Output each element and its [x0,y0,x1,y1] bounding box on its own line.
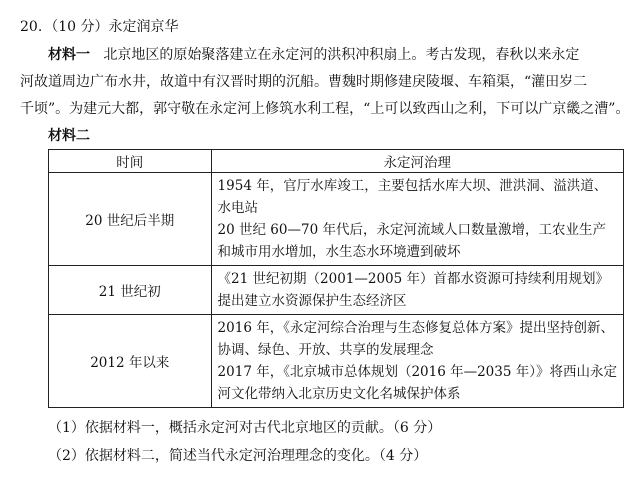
description-line: 河文化带纳入北京历史文化名城保护体系 [217,386,461,402]
material-1-block [20,42,630,123]
table-row [49,266,624,315]
material-2-label: 材料二 [48,128,90,144]
question-title [20,16,622,38]
table-header-row [49,150,624,173]
table-cell-description [211,315,623,408]
sub-question-2: （2）依据材料二，简述当代永定河治理理念的变化。（4 分） [48,448,428,464]
table-cell-era: 20 世纪后半期 [49,173,212,266]
description-line: 提出建立水资源保护生态经济区 [217,293,407,309]
material-2-table [48,149,624,408]
table-row [49,173,624,266]
table-header-time: 时间 [49,150,212,173]
description-line: 《21 世纪初期（2001—2005 年）首都水资源可持续利用规划》 [217,271,610,287]
table-header-governance: 永定河治理 [211,150,623,173]
table-cell-era: 2012 年以来 [49,315,212,408]
question-number: 20. [20,19,43,35]
description-line: 2017 年，《北京城市总体规划（2016 年—2035 年）》将西山永定 [217,364,617,380]
description-line: 和城市用水增加，水生态水环境遭到破坏 [217,244,461,260]
material-1-line: 河故道周边广布水井，故道中有汉晋时期的沉船。曹魏时期修建戾陵堰、车箱渠，“灌田岁二 [20,74,588,90]
description-line: 20 世纪 60—70 年代后，永定河流域人口数量激增，工农业生产 [217,222,606,238]
description-line: 1954 年，官厅水库竣工，主要包括水库大坝、泄洪洞、溢洪道、 [217,178,608,194]
material-1-text: 北京地区的原始聚落建立在永定河的洪积冲积扇上。考古发现，春秋以来永定 [103,47,580,63]
table-cell-era: 21 世纪初 [49,266,212,315]
question-topic: 永定润京华 [108,19,179,35]
table-cell-description [211,266,623,315]
table-cell-description [211,173,623,266]
description-line: 协调、绿色、开放、共享的发展理念 [217,342,434,358]
material-1-line [20,42,622,69]
question-score: （10 分） [44,19,109,35]
sub-question-1: （1）依据材料一，概括永定河对古代北京地区的贡献。（6 分） [48,420,442,436]
description-line: 水电站 [217,200,259,216]
table-row [49,315,624,408]
material-1-line: 千顷”。为建元大都，郭守敬在永定河上修筑水利工程，“上可以致西山之利，下可以广京畿之漕”。 [20,101,630,117]
description-line: 2016 年，《永定河综合治理与生态修复总体方案》提出坚持创新、 [217,320,614,336]
sub-questions [20,414,622,470]
material-1-label: 材料一 [48,47,90,63]
